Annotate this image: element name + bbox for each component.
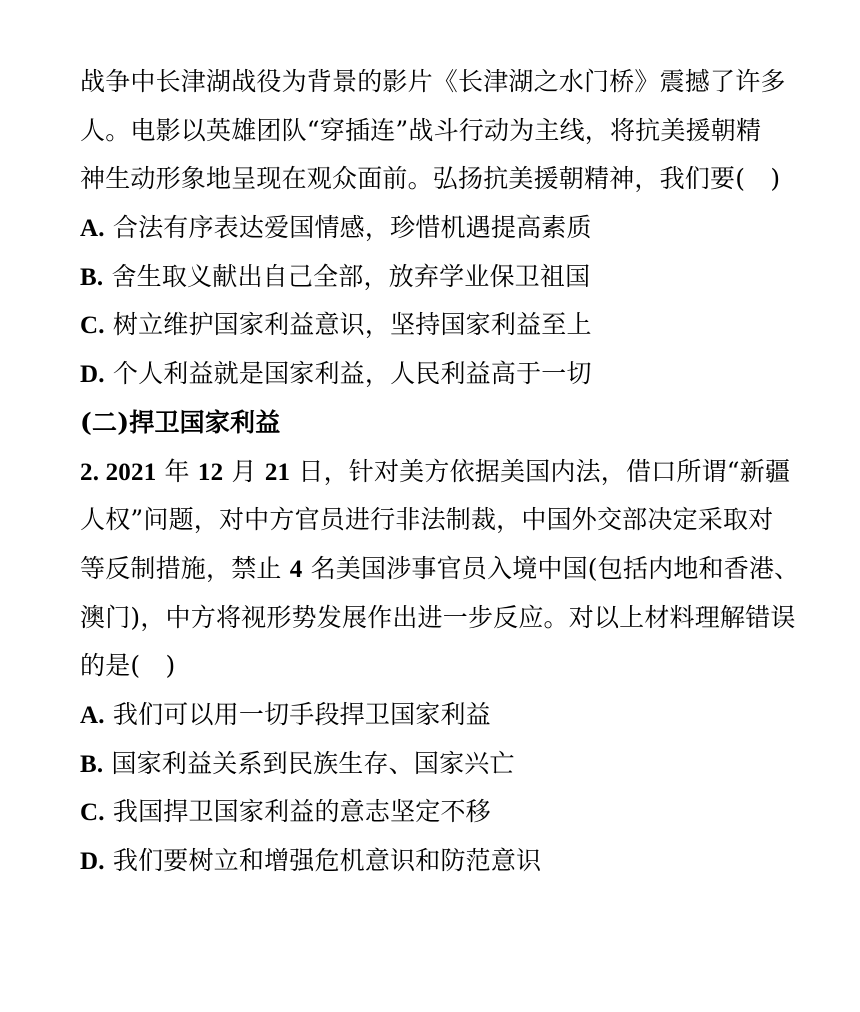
option-letter: D. (80, 848, 105, 875)
section-heading: (二)捍卫国家利益 (80, 407, 281, 437)
question-2-stem-line-2: 人权”问题，对中方官员进行非法制裁，中国外交部决定采取对 (80, 505, 774, 535)
option-letter: D. (80, 361, 105, 389)
question-2-stem-line-1 (80, 448, 790, 497)
month-number: 12 (197, 458, 224, 486)
question-1-option-d (80, 350, 790, 399)
text-segment: 月 (223, 456, 265, 486)
question-2-option-a (80, 691, 790, 740)
official-count: 4 (289, 555, 303, 583)
option-letter: A. (80, 701, 105, 729)
text-segment: 等反制措施，禁止 (80, 553, 290, 583)
option-text: 我们可以用一切手段捍卫国家利益 (104, 699, 491, 729)
question-2-option-b (80, 740, 790, 789)
question-2-option-c (80, 788, 790, 837)
question-1-option-c (80, 301, 790, 350)
option-text: 舍生取义献出自己全部，放弃学业保卫祖国 (103, 261, 591, 291)
question-1 (80, 58, 790, 399)
question-2-stem-line-3 (80, 545, 800, 594)
question-1-option-a (80, 204, 790, 253)
option-letter: C. (80, 312, 105, 340)
text-segment: 年 (156, 456, 198, 486)
option-text: 合法有序表达爱国情感，珍惜机遇提高素质 (104, 213, 592, 243)
question-1-stem-line-1: 战争中长津湖战役为背景的影片《长津湖之水门桥》震撼了许多 (80, 67, 786, 96)
option-text: 树立维护国家利益意识，坚持国家利益至上 (104, 310, 592, 340)
text-segment: 日，针对美方依据美国内法，借口所谓“新疆 (290, 456, 791, 486)
option-letter: B. (80, 263, 104, 291)
document-page (80, 58, 800, 886)
question-1-stem-line-2: 人。电影以英雄团队“穿插连”战斗行动为主线，将抗美援朝精 (80, 115, 762, 145)
question-2 (80, 448, 800, 886)
option-letter: B. (80, 750, 104, 778)
option-text: 个人利益就是国家利益，人民利益高于一切 (104, 359, 592, 389)
option-letter: A. (80, 215, 105, 243)
option-text: 国家利益关系到民族生存、国家兴亡 (103, 748, 515, 778)
option-text: 我国捍卫国家利益的意志坚定不移 (104, 797, 491, 827)
option-text: 我们要树立和增强危机意识和防范意识 (104, 846, 542, 875)
option-letter: C. (80, 799, 105, 827)
question-2-number-year: 2. 2021 (80, 458, 157, 486)
question-1-option-b (80, 253, 790, 302)
day-number: 21 (264, 458, 291, 486)
question-1-stem-line-3: 神生动形象地呈现在观众面前。弘扬抗美援朝精神，我们要( ) (80, 164, 781, 194)
question-2-stem-line-4: 澳门)，中方将视形势发展作出进一步反应。对以上材料理解错误 (80, 602, 796, 632)
question-2-stem-line-5: 的是( ) (80, 651, 176, 681)
question-2-option-d (80, 837, 790, 886)
text-segment: 名美国涉事官员入境中国(包括内地和香港、 (302, 553, 800, 583)
